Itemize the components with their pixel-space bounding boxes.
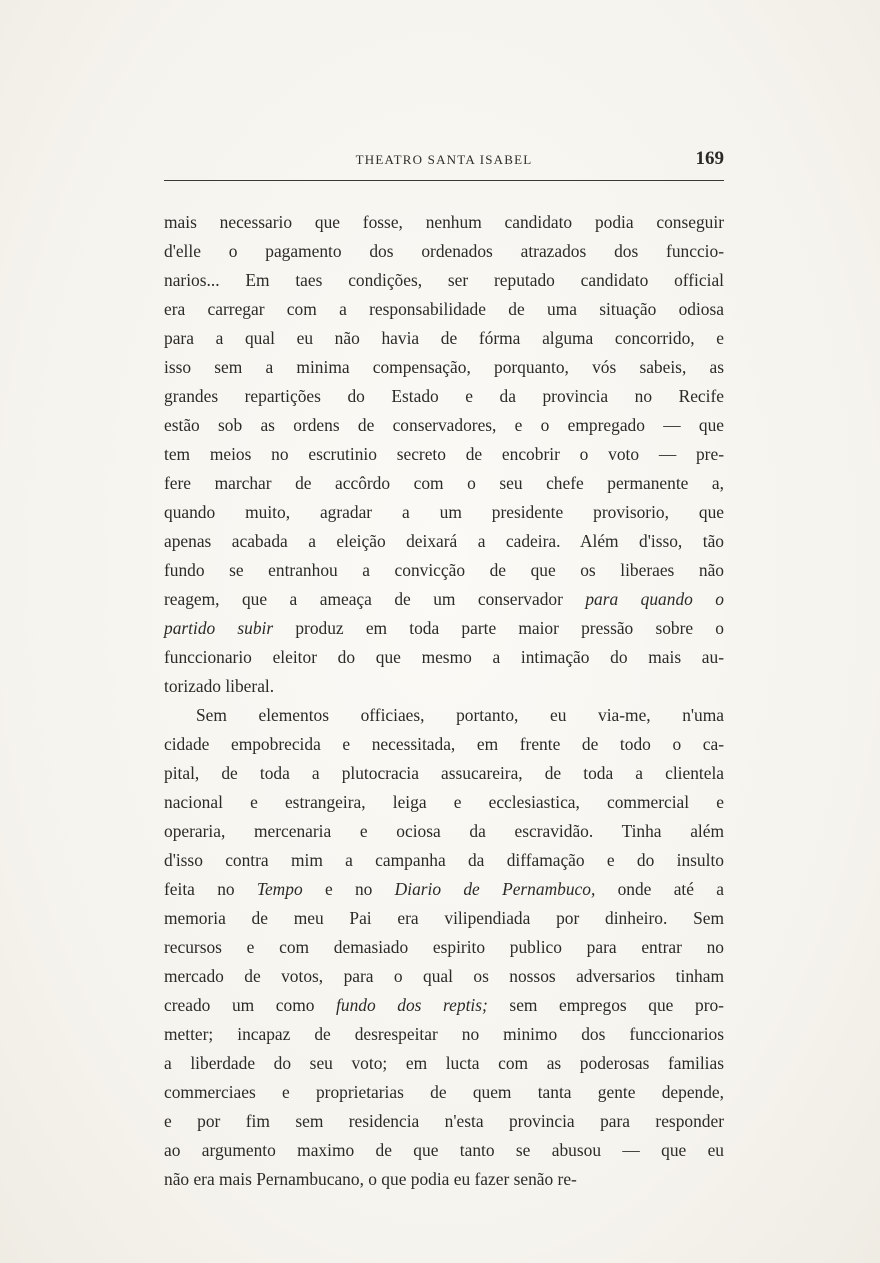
text-line [164, 208, 724, 237]
text-segment: a liberdade do seu voto; em lucta com as poderosas familias [164, 1053, 724, 1073]
text-segment: d'isso contra mim a campanha da diffamação e do insulto [164, 850, 724, 870]
text-line [164, 411, 724, 440]
text-segment: tem meios no escrutinio secreto de encobrir o voto — pre- [164, 444, 724, 464]
text-line [164, 817, 724, 846]
italic-text: Tempo [256, 879, 303, 899]
text-line [164, 701, 724, 730]
text-segment: para a qual eu não havia de fórma alguma concorrido, e [164, 328, 724, 348]
text-segment: pital, de toda a plutocracia assucareira, de toda a clientela [164, 763, 724, 783]
text-line [164, 933, 724, 962]
text-segment: nacional e estrangeira, leiga e ecclesiastica, commercial e [164, 792, 724, 812]
text-segment: apenas acabada a eleição deixará a cadeira. Além d'isso, tão [164, 531, 724, 551]
text-line [164, 1165, 724, 1194]
text-line [164, 1136, 724, 1165]
text-line [164, 266, 724, 295]
text-segment: quando muito, agradar a um presidente provisorio, que [164, 502, 724, 522]
page-number: 169 [695, 148, 724, 169]
text-line [164, 1107, 724, 1136]
text-line [164, 730, 724, 759]
text-segment: operaria, mercenaria e ociosa da escravidão. Tinha além [164, 821, 724, 841]
text-line [164, 382, 724, 411]
text-line [164, 875, 724, 904]
text-line [164, 991, 724, 1020]
text-line [164, 556, 724, 585]
text-segment: mercado de votos, para o qual os nossos adversarios tinham [164, 966, 724, 986]
text-segment: não era mais Pernambucano, o que podia eu fazer senão re- [164, 1169, 577, 1189]
text-line [164, 1020, 724, 1049]
text-segment: onde até a [595, 879, 725, 899]
text-segment: recursos e com demasiado espirito publico para entrar no [164, 937, 724, 957]
text-line [164, 353, 724, 382]
text-line [164, 672, 724, 701]
text-segment: torizado liberal. [164, 676, 275, 696]
text-segment: commerciaes e proprietarias de quem tanta gente depende, [164, 1082, 724, 1102]
text-segment: estão sob as ordens de conservadores, e o empregado — que [164, 415, 724, 435]
text-line [164, 788, 724, 817]
text-segment: memoria de meu Pai era vilipendiada por dinheiro. Sem [164, 908, 724, 928]
text-line [164, 295, 724, 324]
body-text [164, 208, 724, 1194]
text-segment: creado um como [164, 995, 337, 1015]
text-line [164, 469, 724, 498]
text-segment: produz em toda parte maior pressão sobre o [273, 618, 724, 638]
text-segment: narios... Em taes condições, ser reputado candidato official [164, 270, 724, 290]
text-segment: fere marchar de accôrdo com o seu chefe permanente a, [164, 473, 724, 493]
text-segment: d'elle o pagamento dos ordenados atrazados dos funccio- [164, 241, 724, 261]
paragraph [164, 701, 724, 1194]
text-segment: metter; incapaz de desrespeitar no minimo dos funccionarios [164, 1024, 724, 1044]
text-line [164, 585, 724, 614]
text-line [164, 962, 724, 991]
text-line [164, 1049, 724, 1078]
text-line [164, 1078, 724, 1107]
text-line [164, 498, 724, 527]
text-segment: ao argumento maximo de que tanto se abusou — que eu [164, 1140, 724, 1160]
text-segment: reagem, que a ameaça de um conservador [164, 589, 586, 609]
paragraph [164, 208, 724, 701]
text-segment: sem empregos que pro- [487, 995, 724, 1015]
text-line [164, 846, 724, 875]
header-rule [164, 180, 724, 181]
text-line [164, 904, 724, 933]
running-title: THEATRO SANTA ISABEL [355, 152, 533, 167]
text-line [164, 759, 724, 788]
italic-text: para quando o [585, 589, 724, 609]
text-line [164, 324, 724, 353]
running-head [164, 148, 724, 178]
italic-text: partido subir [164, 618, 274, 638]
italic-text: fundo dos reptis; [336, 995, 488, 1015]
text-line [164, 237, 724, 266]
text-segment: e no [302, 879, 395, 899]
text-segment: mais necessario que fosse, nenhum candidato podia conseguir [164, 212, 724, 232]
text-segment: grandes repartições do Estado e da provincia no Recife [164, 386, 724, 406]
text-line [164, 614, 724, 643]
text-segment: fundo se entranhou a convicção de que os liberaes não [164, 560, 724, 580]
text-segment: isso sem a minima compensação, porquanto, vós sabeis, as [164, 357, 724, 377]
text-segment: feita no [164, 879, 257, 899]
text-segment: era carregar com a responsabilidade de uma situação odiosa [164, 299, 724, 319]
text-line [164, 643, 724, 672]
italic-text: Diario de Pernambuco, [394, 879, 596, 899]
text-line [164, 527, 724, 556]
text-segment: e por fim sem residencia n'esta provincia para responder [164, 1111, 724, 1131]
text-segment: Sem elementos officiaes, portanto, eu via-me, n'uma [196, 705, 724, 725]
text-segment: funccionario eleitor do que mesmo a intimação do mais au- [164, 647, 724, 667]
text-line [164, 440, 724, 469]
text-segment: cidade empobrecida e necessitada, em frente de todo o ca- [164, 734, 724, 754]
